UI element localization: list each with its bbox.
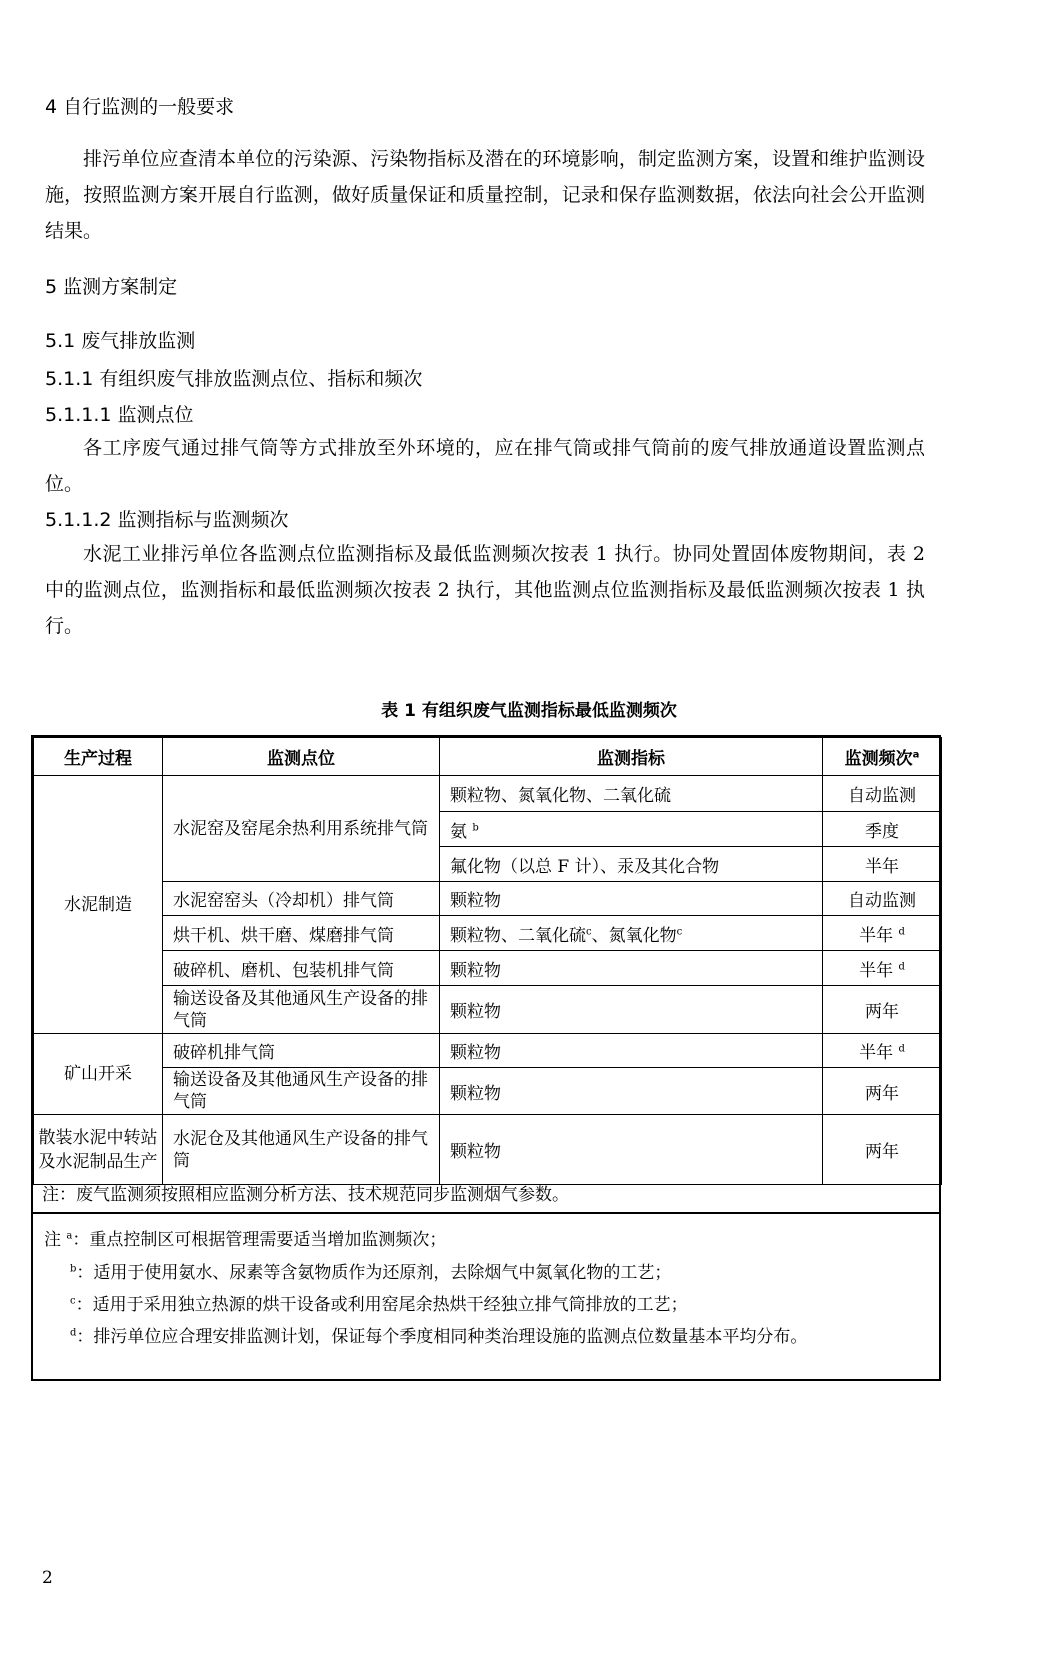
point-cell: 破碎机、磨机、包装机排气筒: [163, 951, 440, 986]
indicator-cell: 颗粒物: [440, 882, 823, 916]
header-process: 生产过程: [34, 738, 163, 776]
frequency-cell: 半年: [823, 847, 942, 882]
indicator-cell: 颗粒物: [440, 986, 823, 1034]
section-5-1-1-title: 5.1.1 有组织废气排放监测点位、指标和频次: [45, 368, 423, 390]
frequency-cell: 两年: [823, 1115, 942, 1185]
table-row: [34, 1068, 942, 1115]
section-5-1-1-2-body: 水泥工业排污单位各监测点位监测指标及最低监测频次按表 1 执行。协同处置固体废物期间，表 2 中的监测点位，监测指标和最低监测频次按表 2 执行，其他监测点位监测指标及最低监测频次按表 1 执行。: [45, 543, 925, 637]
table-caption: 表 1 有组织废气监测指标最低监测频次: [381, 701, 677, 721]
frequency-cell: 两年: [823, 986, 942, 1034]
footnote-b: $^b$：适用于使用氨水、尿素等含氨物质作为还原剂，去除烟气中氮氧化物的工艺；: [70, 1263, 672, 1283]
table-note-main: 注：废气监测须按照相应监测分析方法、技术规范同步监测烟气参数。: [42, 1185, 569, 1205]
frequency-cell: 自动监测: [823, 882, 942, 916]
footnote-c: $^c$：适用于采用独立热源的烘干设备或利用窑尾余热烘干经独立排气筒排放的工艺；: [70, 1295, 688, 1315]
indicator-cell: 颗粒物: [440, 1115, 823, 1185]
frequency-cell: 半年 $^d$: [823, 916, 942, 951]
section-4-body: 排污单位应查清本单位的污染源、污染物指标及潜在的环境影响，制定监测方案，设置和维护监测设施，按照监测方案开展自行监测，做好质量保证和质量控制，记录和保存监测数据，依法向社会公开监测结果。: [45, 148, 925, 242]
page-number: 2: [42, 1568, 53, 1588]
header-frequency: 监测频次$^a$: [823, 738, 942, 776]
section-5-1-1-1-body: 各工序废气通过排气筒等方式排放至外环境的，应在排气筒或排气筒前的废气排放通道设置监测点位。: [45, 437, 925, 495]
table-row: [34, 951, 942, 986]
frequency-cell: 半年 $^d$: [823, 951, 942, 986]
table-row: [34, 1034, 942, 1068]
point-cell: 水泥窑窑头（冷却机）排气筒: [163, 882, 440, 916]
indicator-cell: 颗粒物、氮氧化物、二氧化硫: [440, 776, 823, 812]
point-cell: 破碎机排气筒: [163, 1034, 440, 1068]
section-5-1-1-2-title: 5.1.1.2 监测指标与监测频次: [45, 509, 289, 531]
footnote-a: 注 $^a$：重点控制区可根据管理需要适当增加监测频次；: [44, 1230, 447, 1250]
frequency-cell: 半年 $^d$: [823, 1034, 942, 1068]
table-row: [34, 916, 942, 951]
section-4-title: 4 自行监测的一般要求: [45, 96, 235, 118]
point-cell: 输送设备及其他通风生产设备的排气筒: [163, 1068, 440, 1115]
header-indicator: 监测指标: [440, 738, 823, 776]
indicator-cell: 颗粒物: [440, 1068, 823, 1115]
indicator-cell: 氨 $^b$: [440, 812, 823, 847]
point-cell: 水泥窑及窑尾余热利用系统排气筒: [163, 776, 440, 882]
frequency-cell: 自动监测: [823, 776, 942, 812]
table-row: [34, 1115, 942, 1185]
section-5-title: 5 监测方案制定: [45, 276, 178, 298]
table-row: [34, 882, 942, 916]
process-cell: 水泥制造: [34, 776, 163, 1034]
process-cell: 矿山开采: [34, 1034, 163, 1115]
point-cell: 输送设备及其他通风生产设备的排气筒: [163, 986, 440, 1034]
table-header-row: [34, 738, 942, 776]
monitoring-table: [33, 737, 942, 1185]
indicator-cell: 颗粒物、二氧化硫$^c$、氮氧化物$^c$: [440, 916, 823, 951]
section-5-1-title: 5.1 废气排放监测: [45, 330, 196, 352]
indicator-cell: 颗粒物: [440, 1034, 823, 1068]
frequency-cell: 两年: [823, 1068, 942, 1115]
process-cell: 散装水泥中转站及水泥制品生产: [34, 1115, 163, 1185]
point-cell: 烘干机、烘干磨、煤磨排气筒: [163, 916, 440, 951]
frequency-cell: 季度: [823, 812, 942, 847]
note-divider: [33, 1212, 941, 1214]
table-row: [34, 776, 942, 812]
indicator-cell: 氟化物（以总 F 计）、汞及其化合物: [440, 847, 823, 882]
point-cell: 水泥仓及其他通风生产设备的排气筒: [163, 1115, 440, 1185]
section-5-1-1-1-title: 5.1.1.1 监测点位: [45, 404, 194, 426]
header-point: 监测点位: [163, 738, 440, 776]
footnote-d: $^d$：排污单位应合理安排监测计划，保证每个季度相同种类治理设施的监测点位数量基本平均分布。: [70, 1327, 808, 1347]
table-row: [34, 986, 942, 1034]
indicator-cell: 颗粒物: [440, 951, 823, 986]
